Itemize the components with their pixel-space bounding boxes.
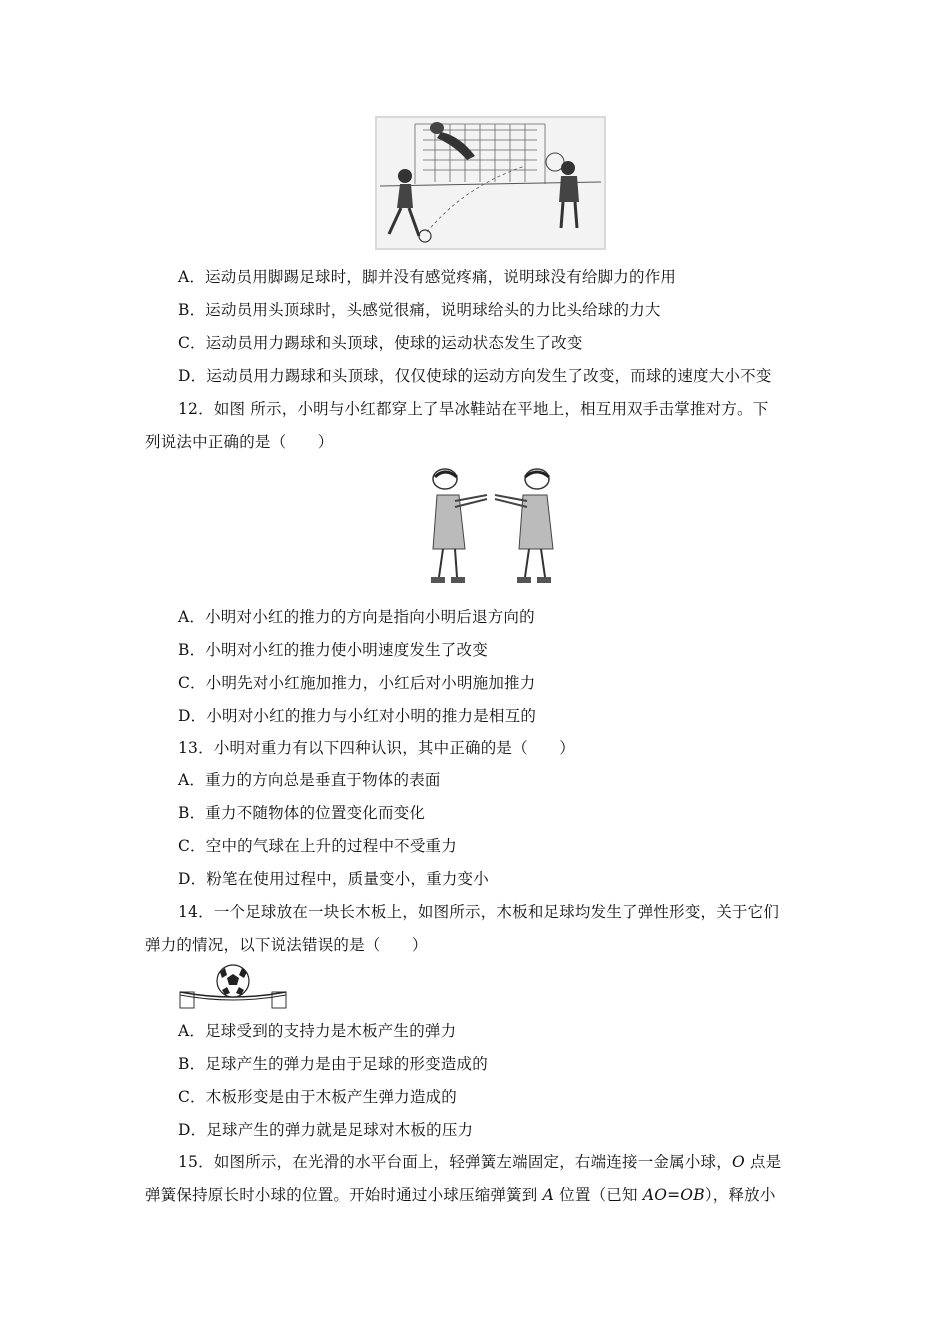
soccer-figure [375, 116, 606, 250]
skaters-figure [425, 465, 560, 595]
q13-stem: 13．小明对重力有以下四种认识，其中正确的是（ ） [178, 739, 575, 757]
q12-option-c: C．小明先对小红施加推力，小红后对小明施加推力 [178, 674, 536, 692]
football-board-figure [178, 962, 292, 1012]
q15-point-a: A [542, 1186, 555, 1204]
q11-option-a: A．运动员用脚踢足球时，脚并没有感觉疼痛，说明球没有给脚力的作用 [178, 268, 677, 286]
q14-stem-line1: 14．一个足球放在一块长木板上，如图所示，木板和足球均发生了弹性形变，关于它们 [178, 903, 780, 921]
q12-stem-line2: 列说法中正确的是（ ） [145, 433, 334, 451]
q15-text-1a: 15．如图所示，在光滑的水平台面上，轻弹簧左端固定，右端连接一金属小球， [178, 1153, 732, 1171]
q14-option-b: B．足球产生的弹力是由于足球的形变造成的 [178, 1055, 488, 1073]
q12-option-b: B．小明对小红的推力使小明速度发生了改变 [178, 641, 488, 659]
q15-text-2a: 弹簧保持原长时小球的位置。开始时通过小球压缩弹簧到 [145, 1186, 543, 1204]
q14-option-a: A．足球受到的支持力是木板产生的弹力 [178, 1022, 457, 1040]
q15-point-o: O [731, 1153, 745, 1171]
q11-option-d: D．运动员用力踢球和头顶球，仅仅使球的运动方向发生了改变，而球的速度大小不变 [178, 367, 772, 385]
q15-equation: AO=OB [642, 1186, 705, 1204]
q15-text-2b: 位置（已知 [554, 1186, 643, 1204]
q12-stem-line1: 12．如图 所示，小明与小红都穿上了旱冰鞋站在平地上，相互用双手击掌推对方。下 [178, 400, 769, 418]
q14-stem-line2: 弹力的情况，以下说法错误的是（ ） [145, 936, 428, 954]
q13-option-c: C．空中的气球在上升的过程中不受重力 [178, 837, 457, 855]
q15-stem-line1 [178, 1152, 781, 1172]
q14-option-d: D．足球产生的弹力就是足球对木板的压力 [178, 1121, 474, 1139]
q13-option-a: A．重力的方向总是垂直于物体的表面 [178, 771, 441, 789]
q15-text-1b: 点是 [744, 1153, 782, 1171]
q12-option-a: A．小明对小红的推力的方向是指向小明后退方向的 [178, 608, 535, 626]
q14-option-c: C．木板形变是由于木板产生弹力造成的 [178, 1088, 457, 1106]
q11-option-b: B．运动员用头顶球时，头感觉很痛，说明球给头的力比头给球的力大 [178, 301, 661, 319]
q13-option-b: B．重力不随物体的位置变化而变化 [178, 804, 426, 822]
q12-option-d: D．小明对小红的推力与小红对小明的推力是相互的 [178, 707, 537, 725]
q11-option-c: C．运动员用力踢球和头顶球，使球的运动状态发生了改变 [178, 334, 583, 352]
q15-text-2c: ），释放小 [704, 1186, 776, 1204]
q13-option-d: D．粉笔在使用过程中，质量变小，重力变小 [178, 870, 489, 888]
q15-stem-line2 [145, 1185, 776, 1205]
